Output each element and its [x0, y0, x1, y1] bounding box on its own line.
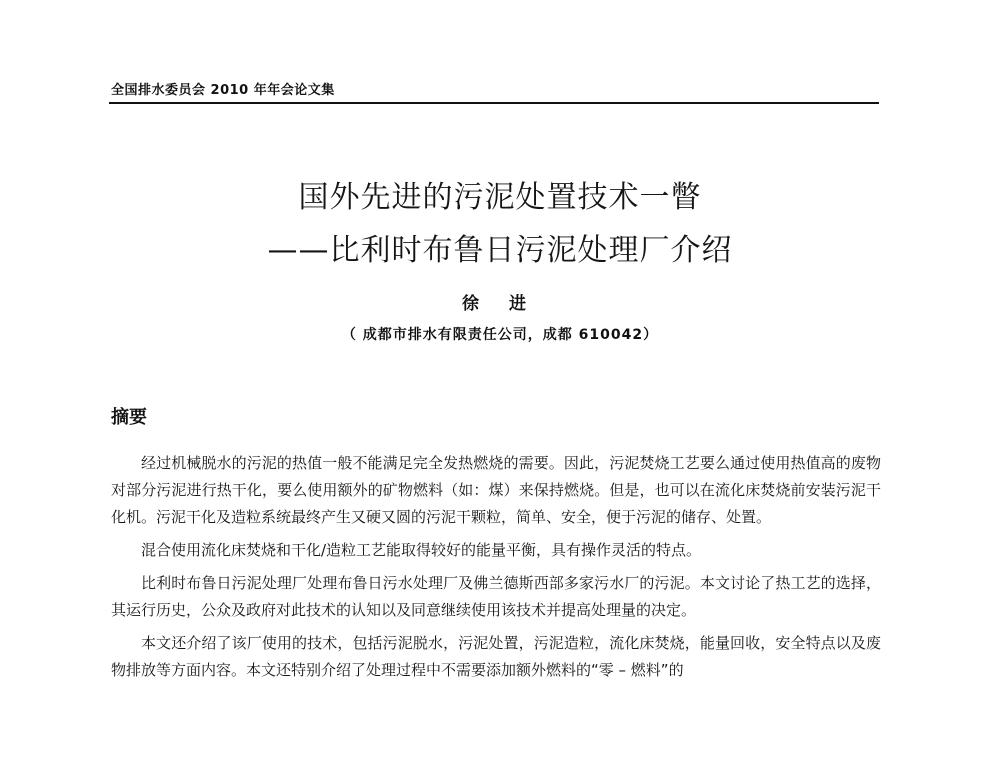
- abstract-paragraph: 混合使用流化床焚烧和干化/造粒工艺能取得较好的能量平衡，具有操作灵活的特点。: [141, 541, 702, 559]
- abstract-paragraph: 本文还介绍了该厂使用的技术，包括污泥脱水，污泥处置，污泥造粒，流化床焚烧，能量回收，安全特点以及废物排放等方面内容。本文还特别介绍了处理过程中不需要添加额外燃料的“零 – 燃料”的: [111, 634, 881, 679]
- abstract-body: [111, 450, 881, 690]
- abstract-paragraph: 比利时布鲁日污泥处理厂处理布鲁日污水处理厂及佛兰德斯西部多家污水厂的污泥。本文讨论了热工艺的选择，其运行历史，公众及政府对此技术的认知以及同意继续使用该技术并提高处理量的决定。: [111, 574, 881, 619]
- article-subtitle: ——比利时布鲁日污泥处理厂介绍: [267, 233, 733, 268]
- author-affiliation: （ 成都市排水有限责任公司，成都 610042）: [341, 327, 659, 343]
- article-title: 国外先进的污泥处置技术一瞥: [298, 180, 702, 215]
- author-name: 徐 进: [462, 294, 538, 314]
- running-header: 全国排水委员会 2010 年年会论文集: [111, 83, 335, 98]
- abstract-heading: 摘要: [111, 407, 147, 428]
- header-divider: [109, 102, 879, 104]
- abstract-paragraph: 经过机械脱水的污泥的热值一般不能满足完全发热燃烧的需要。因此，污泥焚烧工艺要么通过使用热值高的废物对部分污泥进行热干化，要么使用额外的矿物燃料（如：煤）来保持燃烧。但是，也可以在流化床焚烧前安装污泥干化机。污泥干化及造粒系统最终产生又硬又圆的污泥干颗粒，简单、安全，便于污泥的储存、处置。: [111, 454, 881, 526]
